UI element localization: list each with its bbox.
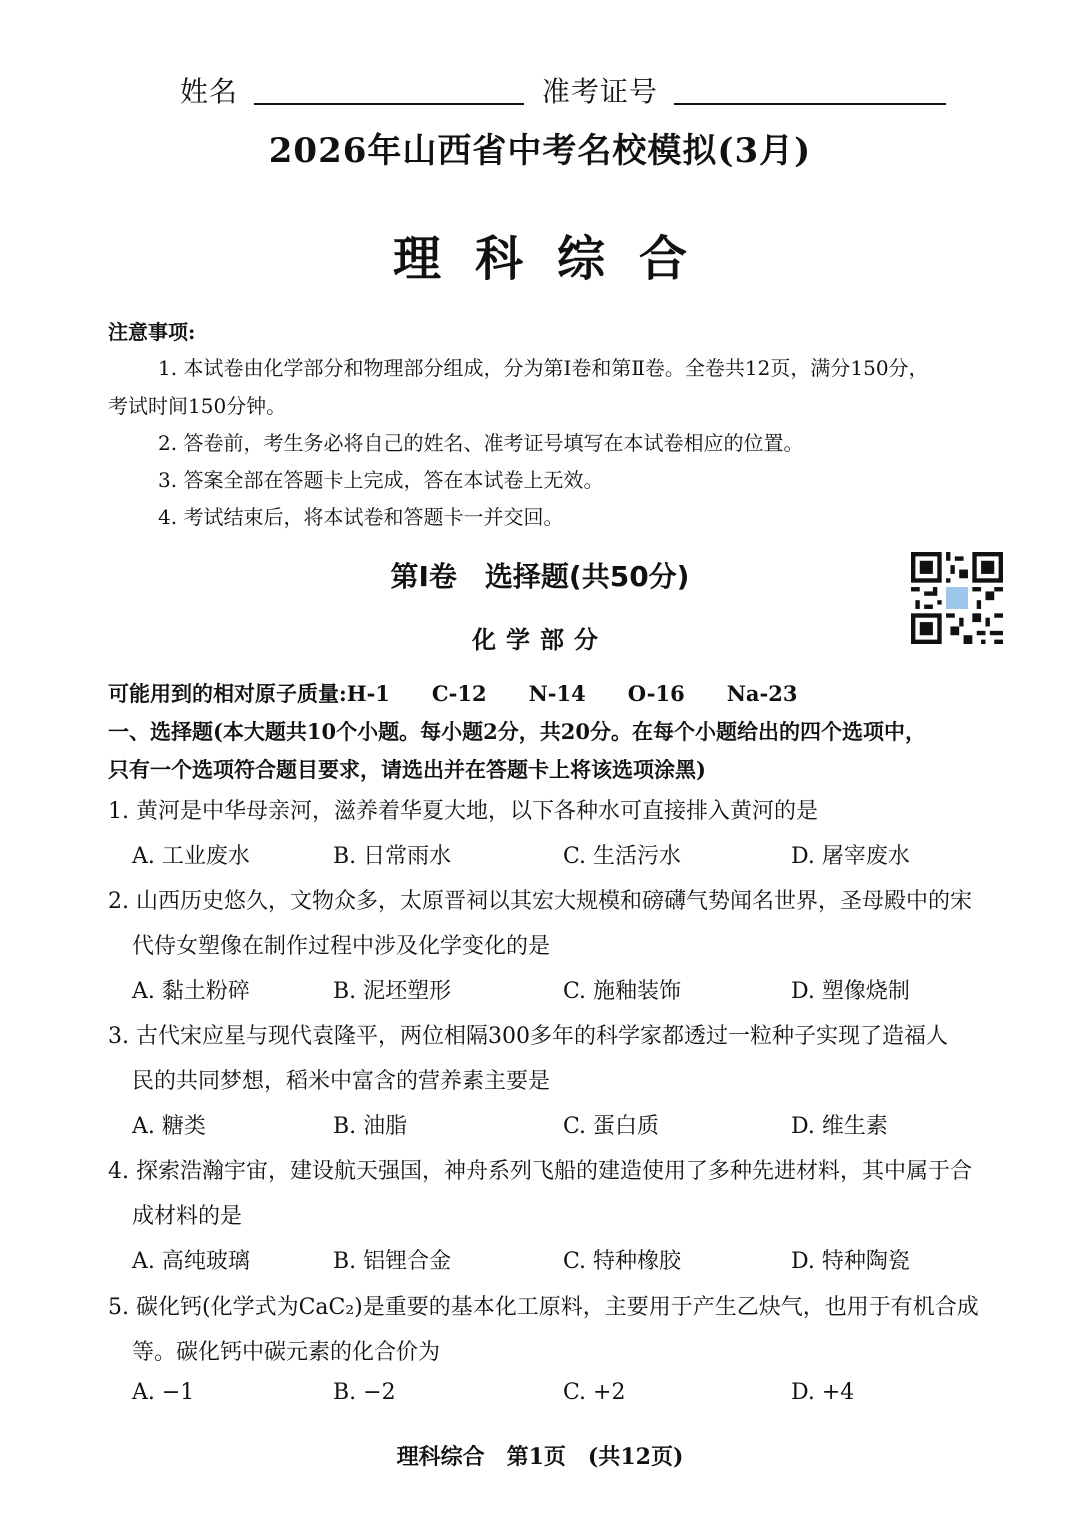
note-item-4: 4. 考试结束后，将本试卷和答题卡一并交回。 xyxy=(158,505,564,529)
instruction-line-1: 一、选择题(本大题共10个小题。每小题2分，共20分。在每个小题给出的四个选项中， xyxy=(108,719,926,744)
note-item-1: 1. 本试卷由化学部分和物理部分组成，分为第Ⅰ卷和第Ⅱ卷。全卷共12页，满分150分， xyxy=(158,356,929,380)
question-4-line-1: 4. 探索浩瀚宇宙，建设航天强国，神舟系列飞船的建造使用了多种先进材料，其中属于合 xyxy=(108,1159,972,1184)
question-1-line-1: 1. 黄河是中华母亲河，滋养着华夏大地，以下各种水可直接排入黄河的是 xyxy=(108,799,818,824)
note-item-3: 3. 答案全部在答题卡上完成，答在本试卷上无效。 xyxy=(158,468,604,492)
question-5-line-2: 等。碳化钙中碳元素的化合价为 xyxy=(132,1340,441,1365)
q1-option-d[interactable]: D. 屠宰废水 xyxy=(791,844,910,869)
id-label: 准考证号 xyxy=(541,75,658,108)
section-title: 第Ⅰ卷 选择题(共50分) xyxy=(390,560,690,593)
page-footer: 理科综合 第1页 (共12页) xyxy=(396,1444,684,1470)
q5-option-d[interactable]: D. +4 xyxy=(791,1380,855,1405)
q5-option-a[interactable]: A. −1 xyxy=(132,1380,195,1405)
q4-option-c[interactable]: C. 特种橡胶 xyxy=(563,1249,682,1274)
q1-option-b[interactable]: B. 日常雨水 xyxy=(333,844,452,869)
question-5-line-1: 5. 碳化钙(化学式为CaC₂)是重要的基本化工原料，主要用于产生乙炔气，也用于有机合成 xyxy=(108,1295,979,1320)
name-label: 姓名 xyxy=(180,75,239,108)
q2-option-c[interactable]: C. 施釉装饰 xyxy=(563,979,682,1004)
q3-option-b[interactable]: B. 油脂 xyxy=(333,1114,408,1139)
q1-option-a[interactable]: A. 工业废水 xyxy=(132,844,250,869)
question-2-line-1: 2. 山西历史悠久，文物众多，太原晋祠以其宏大规模和磅礴气势闻名世界，圣母殿中的宋 xyxy=(108,889,972,914)
q5-option-b[interactable]: B. −2 xyxy=(333,1380,396,1405)
q1-option-c[interactable]: C. 生活污水 xyxy=(563,844,682,869)
instruction-line-2: 只有一个选项符合题目要求，请选出并在答题卡上将该选项涂黑) xyxy=(108,757,706,782)
question-2-line-2: 代侍女塑像在制作过程中涉及化学变化的是 xyxy=(132,934,551,959)
note-item-1-cont: 考试时间150分钟。 xyxy=(108,394,287,418)
q3-option-c[interactable]: C. 蛋白质 xyxy=(563,1114,660,1139)
note-item-2: 2. 答卷前，考生务必将自己的姓名、准考证号填写在本试卷相应的位置。 xyxy=(158,431,804,455)
q2-option-b[interactable]: B. 泥坯塑形 xyxy=(333,979,452,1004)
q5-option-c[interactable]: C. +2 xyxy=(563,1380,626,1405)
exam-title: 2026年山西省中考名校模拟(3月) xyxy=(268,131,812,171)
subject-title: 理科综合 xyxy=(392,231,721,287)
q4-option-b[interactable]: B. 铝锂合金 xyxy=(333,1249,452,1274)
q3-option-a[interactable]: A. 糖类 xyxy=(132,1114,206,1139)
notes-heading: 注意事项: xyxy=(108,320,196,344)
atomic-masses: 可能用到的相对原子质量:H-1 C-12 N-14 O-16 Na-23 xyxy=(108,681,798,706)
question-3-line-1: 3. 古代宋应星与现代袁隆平，两位相隔300多年的科学家都透过一粒种子实现了造福人 xyxy=(108,1024,948,1049)
q4-option-d[interactable]: D. 特种陶瓷 xyxy=(791,1249,910,1274)
question-3-line-2: 民的共同梦想，稻米中富含的营养素主要是 xyxy=(132,1069,551,1094)
question-4-line-2: 成材料的是 xyxy=(132,1204,243,1229)
q2-option-a[interactable]: A. 黏土粉碎 xyxy=(132,979,250,1004)
q2-option-d[interactable]: D. 塑像烧制 xyxy=(791,979,910,1004)
part-title: 化学部分 xyxy=(472,626,608,654)
q4-option-a[interactable]: A. 高纯玻璃 xyxy=(132,1249,250,1274)
candidate-header xyxy=(180,70,946,110)
exam-id-field[interactable] xyxy=(674,73,946,105)
q3-option-d[interactable]: D. 维生素 xyxy=(791,1114,888,1139)
name-field[interactable] xyxy=(254,73,524,105)
